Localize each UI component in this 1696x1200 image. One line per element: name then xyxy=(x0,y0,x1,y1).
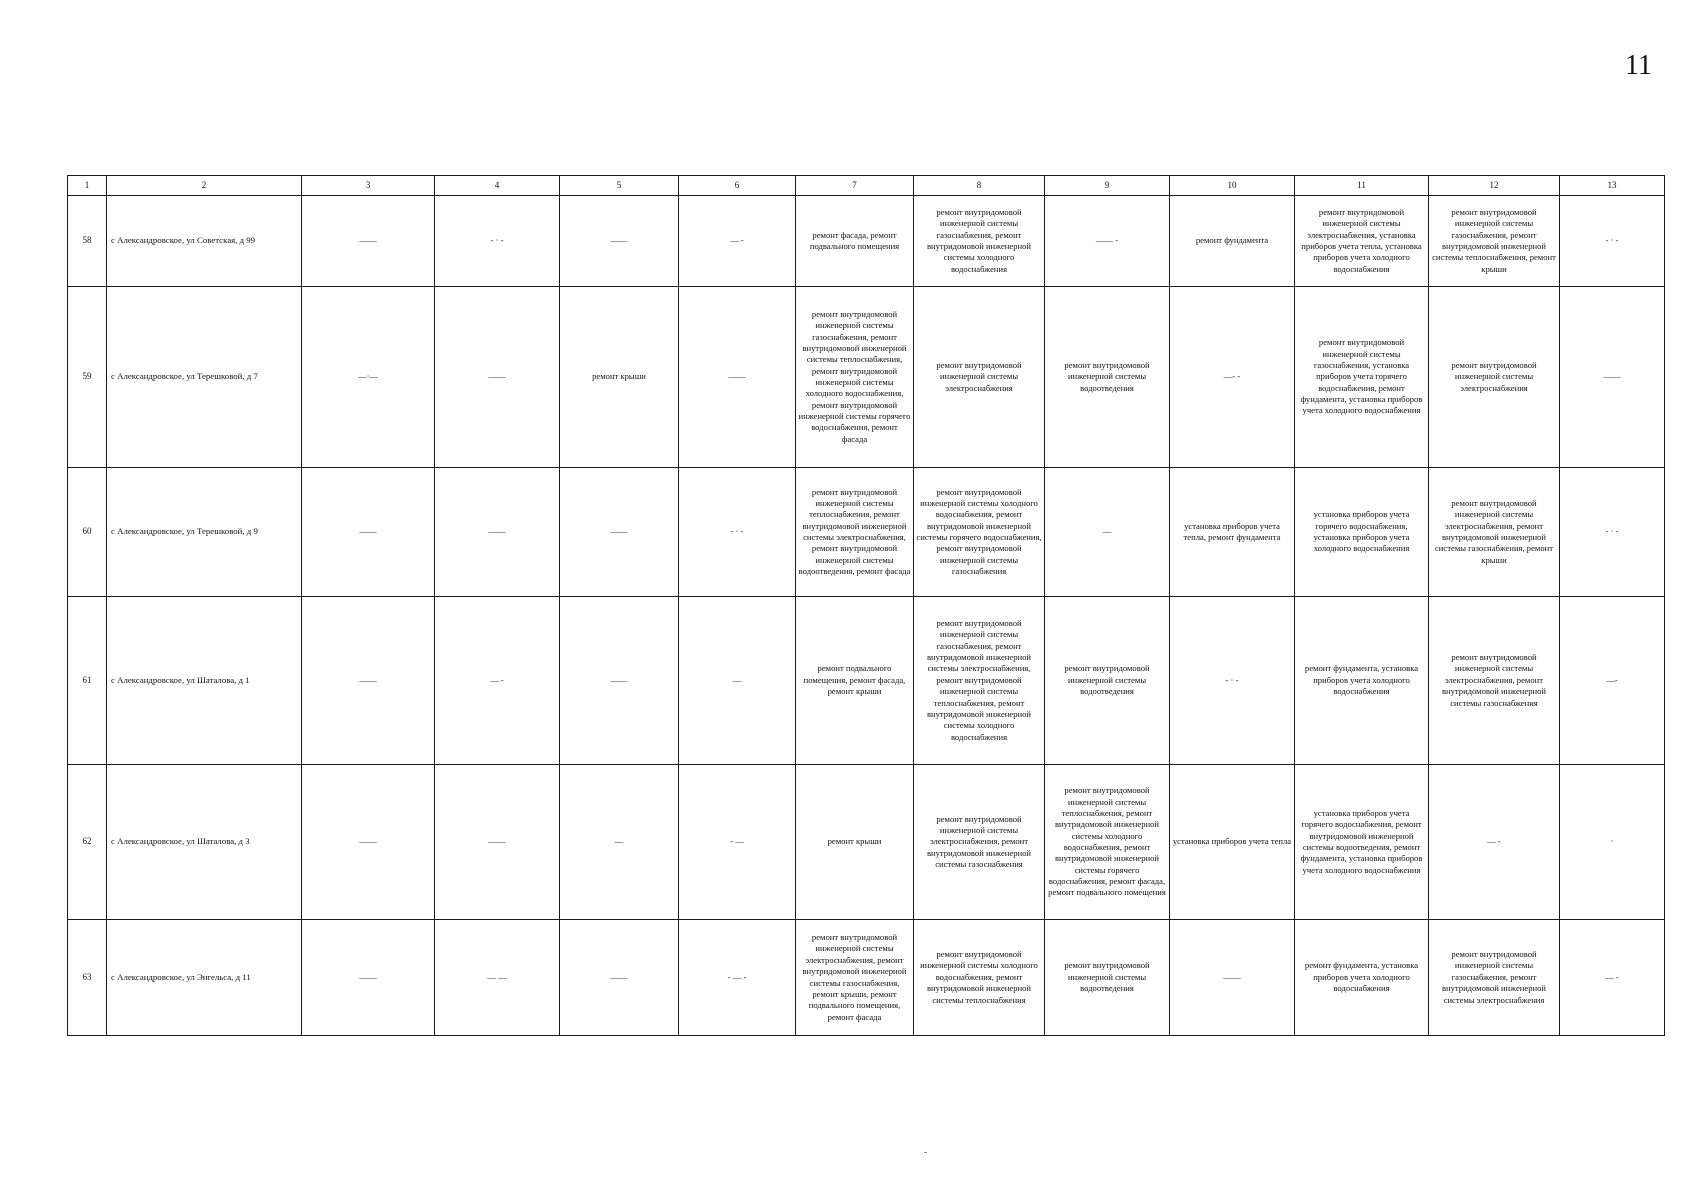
header-row xyxy=(68,176,1665,196)
table-row xyxy=(68,196,1665,287)
table-cell: ремонт внутридомовой инженерной системы водоотведения xyxy=(1045,597,1170,765)
table-cell: ремонт внутридомовой инженерной системы газоснабжения, ремонт внутридомовой инженерной системы электроснабжения xyxy=(1429,920,1560,1036)
column-header: 13 xyxy=(1560,176,1665,196)
table-cell: — xyxy=(560,765,679,920)
table-cell: ремонт внутридомовой инженерной системы газоснабжения, ремонт внутридомовой инженерной системы холодного водоснабжения xyxy=(914,196,1045,287)
column-header: 10 xyxy=(1170,176,1295,196)
address-cell: с Александровское, ул Шаталова, д 3 xyxy=(107,765,302,920)
table-cell: ремонт внутридомовой инженерной системы газоснабжения, ремонт внутридомовой инженерной системы электроснабжения, ремонт внутридомовой инженерной системы теплоснабжения, ремонт внутридомовой инженерной системы холодного водоснабжения xyxy=(914,597,1045,765)
table-cell: ремонт внутридомовой инженерной системы электроснабжения xyxy=(914,287,1045,468)
table-cell: - · - xyxy=(435,196,560,287)
table-cell: — - xyxy=(679,196,796,287)
row-number: 60 xyxy=(68,468,107,597)
table-cell: ремонт фасада, ремонт подвального помещения xyxy=(796,196,914,287)
table-cell: ремонт фундамента, установка приборов учета холодного водоснабжения xyxy=(1295,597,1429,765)
table-cell: ремонт внутридомовой инженерной системы газоснабжения, установка приборов учета горячего водоснабжения, ремонт фундамента, установка приборов учета холодного водоснабжения xyxy=(1295,287,1429,468)
row-number: 59 xyxy=(68,287,107,468)
column-header: 7 xyxy=(796,176,914,196)
table-cell: ремонт внутридомовой инженерной системы холодного водоснабжения, ремонт внутридомовой инженерной системы теплоснабжения xyxy=(914,920,1045,1036)
table-cell: · xyxy=(1560,765,1665,920)
table-cell: ремонт внутридомовой инженерной системы электроснабжения, ремонт внутридомовой инженерной системы газоснабжения xyxy=(914,765,1045,920)
table-cell: - · - xyxy=(1170,597,1295,765)
address-cell: с Александровское, ул Энгельса, д 11 xyxy=(107,920,302,1036)
table-cell: —— xyxy=(435,765,560,920)
table-row xyxy=(68,287,1665,468)
table-cell: —— xyxy=(560,597,679,765)
table-cell: —- xyxy=(1560,597,1665,765)
column-header: 9 xyxy=(1045,176,1170,196)
column-header: 4 xyxy=(435,176,560,196)
table-cell: ремонт внутридомовой инженерной системы водоотведения xyxy=(1045,287,1170,468)
table-cell: —— xyxy=(435,468,560,597)
table-cell: — — xyxy=(435,920,560,1036)
table-cell: — - xyxy=(1560,920,1665,1036)
row-number: 58 xyxy=(68,196,107,287)
table-cell: установка приборов учета тепла, ремонт фундамента xyxy=(1170,468,1295,597)
column-header: 6 xyxy=(679,176,796,196)
table-cell: —— - xyxy=(1045,196,1170,287)
table-cell: ремонт внутридомовой инженерной системы холодного водоснабжения, ремонт внутридомовой инженерной системы горячего водоснабжения, ремонт внутридомовой инженерной системы газоснабжения xyxy=(914,468,1045,597)
table-cell: — xyxy=(679,597,796,765)
table-cell: ремонт внутридомовой инженерной системы теплоснабжения, ремонт внутридомовой инженерной системы электроснабжения, ремонт внутридомовой инженерной системы водоотведения, ремонт фасада xyxy=(796,468,914,597)
table-row xyxy=(68,597,1665,765)
table-cell: —— xyxy=(302,920,435,1036)
table-cell: - — - xyxy=(679,920,796,1036)
row-number: 61 xyxy=(68,597,107,765)
table-cell: —— xyxy=(302,765,435,920)
column-header: 3 xyxy=(302,176,435,196)
table-cell: ремонт внутридомовой инженерной системы электроснабжения, ремонт внутридомовой инженерной системы газоснабжения, ремонт крыши, ремонт подвального помещения, ремонт фасада xyxy=(796,920,914,1036)
table-cell: - · - xyxy=(679,468,796,597)
table-row xyxy=(68,765,1665,920)
table-cell: — xyxy=(1045,468,1170,597)
column-header: 1 xyxy=(68,176,107,196)
table-cell: —— xyxy=(302,597,435,765)
table-cell: ремонт фундамента xyxy=(1170,196,1295,287)
address-cell: с Александровское, ул Шаталова, д 1 xyxy=(107,597,302,765)
repair-plan-table xyxy=(67,175,1665,1036)
table-row xyxy=(68,468,1665,597)
table-cell: ремонт внутридомовой инженерной системы электроснабжения, ремонт внутридомовой инженерной системы газоснабжения, ремонт крыши xyxy=(1429,468,1560,597)
column-header: 11 xyxy=(1295,176,1429,196)
table-cell: ремонт крыши xyxy=(560,287,679,468)
table-cell: —— xyxy=(560,920,679,1036)
table-cell: ремонт внутридомовой инженерной системы газоснабжения, ремонт внутридомовой инженерной системы теплоснабжения, ремонт внутридомовой инженерной системы холодного водоснабжения, ремонт внутридомовой инженерной системы горячего водоснабжения, ремонт фасада xyxy=(796,287,914,468)
table-cell: — - xyxy=(1429,765,1560,920)
table-cell: - — xyxy=(679,765,796,920)
table-cell: —— xyxy=(679,287,796,468)
table-cell: ремонт фундамента, установка приборов учета холодного водоснабжения xyxy=(1295,920,1429,1036)
table-cell: ремонт внутридомовой инженерной системы теплоснабжения, ремонт внутридомовой инженерной системы холодного водоснабжения, ремонт внутридомовой инженерной системы горячего водоснабжения, ремонт фасада, ремонт подвального помещения xyxy=(1045,765,1170,920)
table-cell: —— xyxy=(302,196,435,287)
address-cell: с Александровское, ул Терешковой, д 9 xyxy=(107,468,302,597)
page-number: 11 xyxy=(1625,50,1652,81)
table-cell: - · - xyxy=(1560,468,1665,597)
table-cell: —— xyxy=(435,287,560,468)
column-header: 12 xyxy=(1429,176,1560,196)
table-cell: установка приборов учета горячего водоснабжения, установка приборов учета холодного водоснабжения xyxy=(1295,468,1429,597)
row-number: 63 xyxy=(68,920,107,1036)
address-cell: с Александровское, ул Советская, д 99 xyxy=(107,196,302,287)
table-cell: ремонт внутридомовой инженерной системы газоснабжения, ремонт внутридомовой инженерной системы теплоснабжения, ремонт крыши xyxy=(1429,196,1560,287)
table-cell: ремонт внутридомовой инженерной системы электроснабжения, ремонт внутридомовой инженерной системы газоснабжения xyxy=(1429,597,1560,765)
table-cell: —— xyxy=(1170,920,1295,1036)
column-header: 5 xyxy=(560,176,679,196)
table-cell: —— xyxy=(560,196,679,287)
table-cell: ремонт внутридомовой инженерной системы электроснабжения, установка приборов учета тепла, установка приборов учета холодного водоснабжения xyxy=(1295,196,1429,287)
table-row xyxy=(68,920,1665,1036)
table-cell: —·— xyxy=(302,287,435,468)
table-cell: установка приборов учета горячего водоснабжения, ремонт внутридомовой инженерной системы водоотведения, ремонт фундамента, установка приборов учета холодного водоснабжения xyxy=(1295,765,1429,920)
scan-speck xyxy=(924,1152,927,1153)
table-cell: —— xyxy=(1560,287,1665,468)
column-header: 2 xyxy=(107,176,302,196)
address-cell: с Александровское, ул Терешковой, д 7 xyxy=(107,287,302,468)
table-cell: —— xyxy=(560,468,679,597)
table-cell: — - xyxy=(435,597,560,765)
table-cell: - · - xyxy=(1560,196,1665,287)
table-cell: ремонт крыши xyxy=(796,765,914,920)
column-header: 8 xyxy=(914,176,1045,196)
table-cell: ремонт подвального помещения, ремонт фасада, ремонт крыши xyxy=(796,597,914,765)
table-cell: ремонт внутридомовой инженерной системы электроснабжения xyxy=(1429,287,1560,468)
row-number: 62 xyxy=(68,765,107,920)
table-cell: —- - xyxy=(1170,287,1295,468)
table-cell: установка приборов учета тепла xyxy=(1170,765,1295,920)
table-cell: ремонт внутридомовой инженерной системы водоотведения xyxy=(1045,920,1170,1036)
table-cell: —— xyxy=(302,468,435,597)
